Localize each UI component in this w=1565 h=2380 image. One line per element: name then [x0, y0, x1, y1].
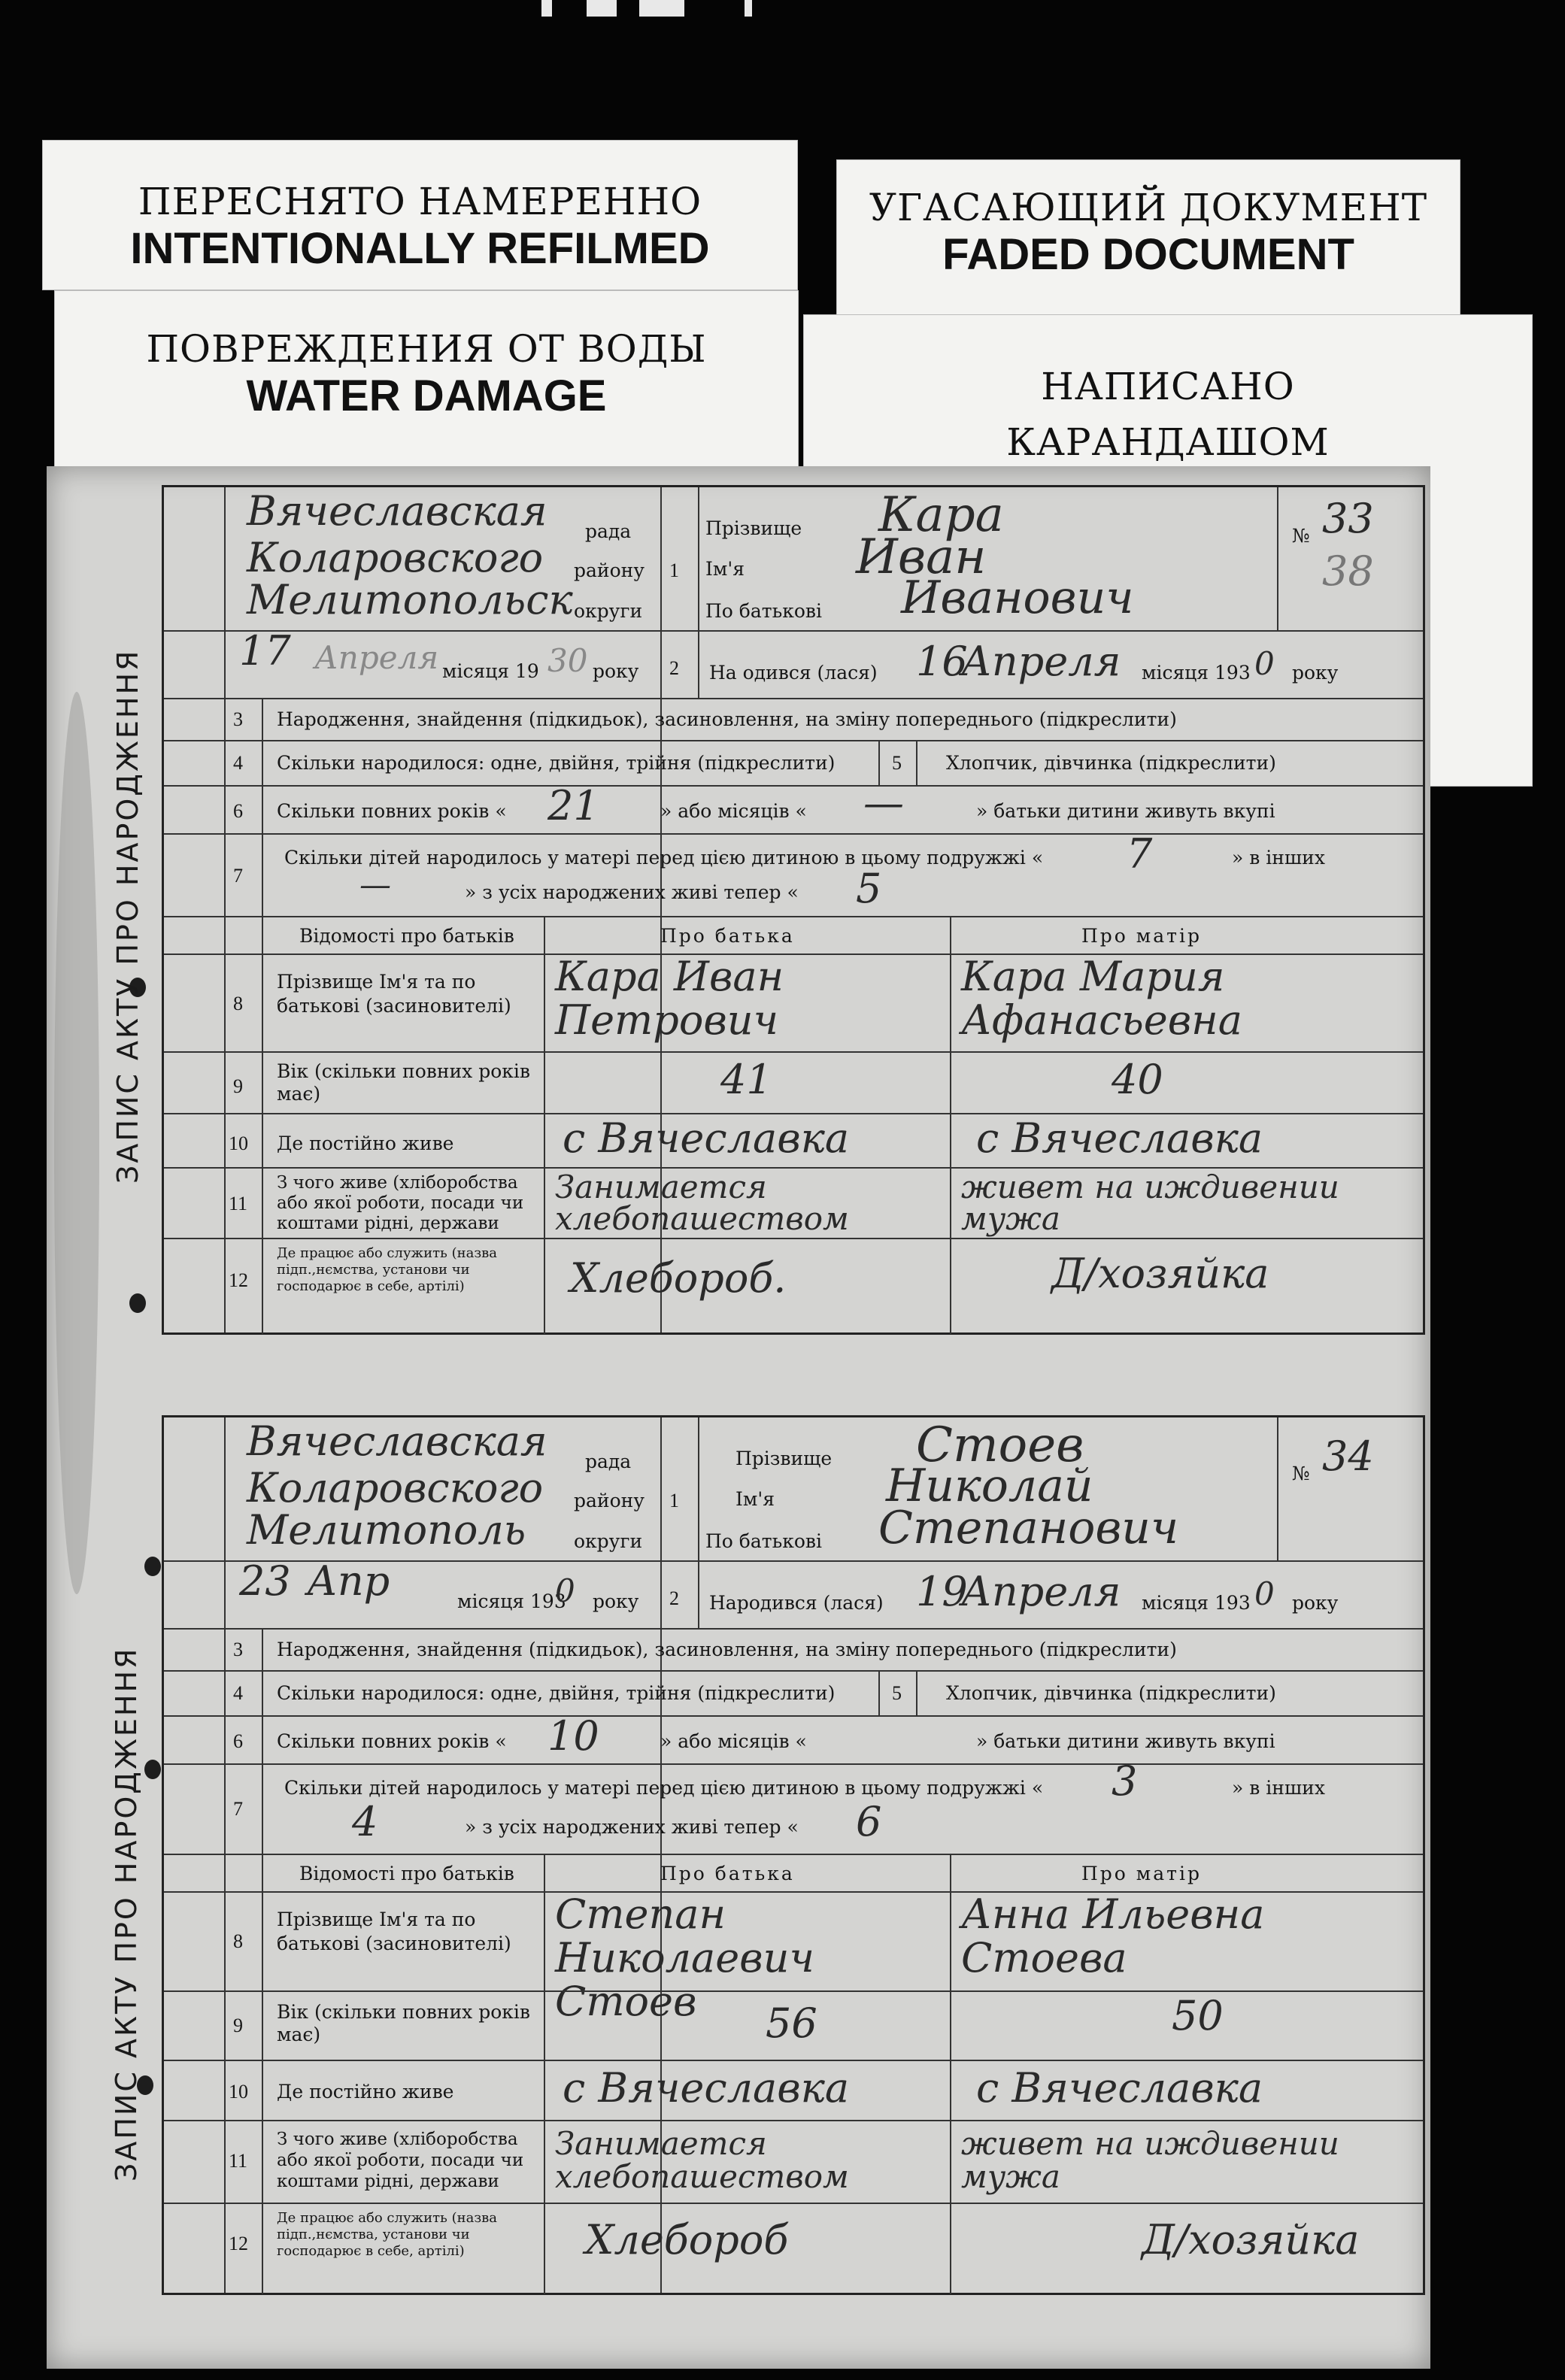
- record-1-surname: Кара: [878, 487, 1004, 543]
- row-11-label: З чого живе (хліборобства або якої роботи, посади чи коштами рідні, держави: [277, 1173, 524, 1233]
- born-label: Народився (лася): [709, 1592, 884, 1614]
- record-2-born-year: 0: [1254, 1575, 1275, 1612]
- row-7-b: » в інших: [1232, 847, 1325, 869]
- label-refilmed-en: INTENTIONALLY REFILMED: [130, 224, 710, 273]
- punch-hole: [144, 1760, 161, 1779]
- record-1-patronymic: Иванович: [901, 572, 1134, 624]
- row-7-c: » з усіх народжених живі тепер «: [465, 881, 799, 903]
- record-1-number-alt: 38: [1322, 547, 1374, 595]
- record-2-other: 4: [352, 1798, 378, 1845]
- row-12-label: Де працює або служить (назва підп.,нємства, установи чи господарює в себе, артілі): [277, 1245, 498, 1294]
- row-7-c: » з усіх народжених живі тепер «: [465, 1816, 799, 1838]
- patronymic-label: По батькові: [705, 1530, 822, 1552]
- record-2-number: 34: [1322, 1433, 1374, 1480]
- record-1-mother-name: Кара Мария Афанасьевна: [961, 953, 1242, 1044]
- record-1-father-age: 41: [720, 1056, 772, 1103]
- record-2-born-month: Апреля: [961, 1568, 1121, 1615]
- born-label: На одився (лася): [709, 662, 878, 684]
- record-1-months: —: [863, 779, 904, 826]
- mother-header: Про матір: [1081, 1863, 1202, 1884]
- record-1-born-year: 0: [1254, 645, 1275, 682]
- record-1-reg-year: 30: [547, 642, 588, 679]
- okrug-label: округи: [574, 600, 643, 622]
- surname-label: Прізвище: [735, 1448, 833, 1469]
- record-1-father-income: Занимается хлебопашеством: [555, 1169, 849, 1237]
- record-1-born-day: 16: [916, 638, 968, 685]
- record-1-mother-age: 40: [1112, 1056, 1163, 1103]
- month-year-label: місяця 19: [442, 660, 539, 682]
- born-year-label: року: [1292, 1592, 1339, 1614]
- born-month-year-label: місяця 193: [1142, 662, 1251, 684]
- raion-label: району: [574, 1490, 645, 1511]
- month-year-label: місяця 193: [457, 1590, 566, 1612]
- row-7-a: Скільки дітей народилось у матері перед цією дитиною в цьому подружжі «: [284, 847, 1044, 869]
- parents-header: Відомості про батьків: [299, 925, 514, 947]
- record-1-side-title: ЗАПИС АКТУ ПРО НАРОДЖЕННЯ: [111, 648, 144, 1184]
- parents-header: Відомості про батьків: [299, 1863, 514, 1884]
- year-label: року: [593, 660, 639, 682]
- label-water-damage: [54, 290, 799, 478]
- record-1-father-name: Кара Иван Петрович: [555, 953, 784, 1044]
- raion-label: району: [574, 559, 645, 581]
- row-9-label: Вік (скільки повних років має): [277, 1060, 530, 1105]
- row-7-b: » в інших: [1232, 1777, 1325, 1799]
- record-2-name: Николай: [886, 1460, 1093, 1512]
- record-1-father-lives: с Вячеславка: [563, 1114, 850, 1162]
- record-1-years-together: 21: [547, 782, 599, 829]
- label-pencil-ru-2: КАРАНДАШОМ: [1006, 420, 1330, 464]
- record-2-children-before: 3: [1112, 1757, 1138, 1805]
- label-faded-en: FADED DOCUMENT: [942, 230, 1354, 279]
- record-2-side-title: ЗАПИС АКТУ ПРО НАРОДЖЕННЯ: [110, 1646, 143, 2181]
- row-11-label: З чого живе (хліборобства або якої роботи, посади чи коштами рідні, держави: [277, 2130, 524, 2191]
- record-1-name: Иван: [856, 529, 987, 585]
- record-1-okrug-value: Мелитопольск: [247, 576, 573, 623]
- row-10-label: Де постійно живе: [277, 1132, 454, 1154]
- record-2-reg-day: 23: [239, 1557, 291, 1605]
- row-4-text: Скільки народилося: одне, двійня, трійня (підкреслити): [277, 752, 836, 774]
- record-2-mother-age: 50: [1172, 1992, 1224, 2039]
- row-6-b: » або місяців «: [660, 800, 807, 822]
- record-1-rada-value: Вячеславская: [247, 487, 547, 535]
- record-1-born-month: Апреля: [961, 638, 1121, 685]
- punch-hole: [144, 1557, 161, 1576]
- record-2-patronymic: Степанович: [878, 1502, 1179, 1554]
- row-6-b: » або місяців «: [660, 1730, 807, 1752]
- record-1-other: —: [359, 866, 391, 903]
- row-9-label: Вік (скільки повних років має): [277, 2001, 530, 2045]
- record-2-raion-value: Коларовского: [247, 1464, 544, 1511]
- row-3-text: Народження, знайдення (підкидьок), засиновлення, на зміну попереднього (підкреслити): [277, 1639, 1177, 1660]
- row-3-text: Народження, знайдення (підкидьок), засиновлення, на зміну попереднього (підкреслити): [277, 708, 1177, 730]
- row-number: 1: [669, 559, 679, 581]
- row-5-text: Хлопчик, дівчинка (підкреслити): [946, 1682, 1276, 1704]
- punch-hole: [129, 1293, 146, 1313]
- birth-record-1: ЗАПИС АКТУ ПРО НАРОДЖЕННЯ Вячеславская рада Коларовского району Мелитопольск округи 1 Прізвище Кара Ім'я Иван По батькові Иванович № 33 38 17 Апреля місяця 19 30 року 2 На одився (лася) 16 Апреля місяця 193 0 року 3 Народження, знайдення (підкидьок), засиновлення, на зміну попереднього (підкреслити) 4 Скільки народилося: одне, двійня, трійня (підкреслити) 5 Хлопчик, дівчинка (підкреслити) 6 Скільки повних років « 21 » або місяців « — » батьки дитини живуть вкупі 7 Скільки дітей народилось у матері перед цією дитиною в цьому подружжі « 7 » в інших — » з усіх народжених живі тепер « 5 Відомості про батьків Про батька Про матір 8 Прізвище Ім'я та по батькові (засиновителі) Кара Иван Петрович Кара Мария Афанасьевна 9 Вік (скільки повних років має) 41 40 10 Де постійно живе с Вячеславка с Вячеславка 11 З чого живе (хліборобства або якої роботи, посади чи коштами рідні, держави Занимается хлебопашеством живет на иждивении мужа 12 Де працює або служить (назва підп.,нємства, установи чи господарює в себе, артілі) Хлебороб. Д/хозяйка: [162, 485, 1425, 1335]
- record-1-children-before: 7: [1127, 830, 1153, 878]
- patronymic-label: По батькові: [705, 600, 822, 622]
- record-2-father-income: Занимается хлебопашеством: [555, 2125, 849, 2195]
- born-month-year-label: місяця 193: [1142, 1592, 1251, 1614]
- father-header: Про батька: [660, 925, 795, 947]
- record-2-reg-year: 0: [555, 1572, 575, 1609]
- number-prefix: №: [1292, 1463, 1310, 1484]
- mother-header: Про матір: [1081, 925, 1202, 947]
- rada-label: рада: [585, 520, 632, 542]
- record-2-father-work: Хлебороб: [585, 2216, 789, 2263]
- name-label: Ім'я: [705, 558, 745, 580]
- record-1-mother-income: живет на иждивении мужа: [961, 1169, 1339, 1237]
- row-4-text: Скільки народилося: одне, двійня, трійня (підкреслити): [277, 1682, 836, 1704]
- record-1-reg-month: Апреля: [314, 639, 439, 676]
- record-1-mother-lives: с Вячеславка: [976, 1114, 1263, 1162]
- number-prefix: №: [1292, 525, 1310, 547]
- name-label: Ім'я: [735, 1488, 775, 1510]
- row-8-label: Прізвище Ім'я та по батькові (засиновителі): [277, 971, 511, 1017]
- label-faded-ru: УГАСАЮЩИЙ ДОКУМЕНТ: [869, 186, 1428, 229]
- row-12-label: Де працює або служить (назва підп.,нємства, установи чи господарює в себе, артілі): [277, 2210, 498, 2259]
- row-7-a: Скільки дітей народилось у матері перед цією дитиною в цьому подружжі «: [284, 1777, 1044, 1799]
- label-water-ru: ПОВРЕЖДЕНИЯ ОТ ВОДЫ: [146, 327, 707, 371]
- record-2-rada-value: Вячеславская: [247, 1417, 547, 1465]
- record-2-father-name: Степан Николаевич Стоев: [555, 1890, 814, 2025]
- row-10-label: Де постійно живе: [277, 2081, 454, 2103]
- record-1-father-work: Хлебороб.: [570, 1254, 787, 1302]
- record-2-reg-month: Апр: [307, 1557, 390, 1605]
- record-1-alive: 5: [856, 865, 882, 912]
- surname-label: Прізвище: [705, 517, 802, 539]
- born-year-label: року: [1292, 662, 1339, 684]
- record-1-number: 33: [1322, 495, 1374, 542]
- rada-label: рада: [585, 1451, 632, 1472]
- label-intentionally-refilmed: [42, 140, 798, 290]
- film-top-marks: [541, 0, 767, 23]
- label-pencil-ru-1: НАПИСАНО: [1041, 365, 1295, 408]
- record-2-years-together: 10: [547, 1712, 599, 1760]
- birth-record-2: ЗАПИС АКТУ ПРО НАРОДЖЕННЯ Вячеславская рада Коларовского району Мелитополь округи 1 Прізвище Стоев Ім'я Николай По батькові Степанович № 34 23 Апр місяця 193 0 року 2 Народився (лася) 19 Апреля місяця 193 0 року 3 Народження, знайдення (підкидьок), засиновлення, на зміну попереднього (підкреслити) 4 Скільки народилося: одне, двійня, трійня (підкреслити) 5 Хлопчик, дівчинка (підкреслити) 6 Скільки повних років « 10 » або місяців « » батьки дитини живуть вкупі 7 Скільки дітей народилось у матері перед цією дитиною в цьому подружжі « 3 » в інших 4 » з усіх народжених живі тепер « 6 Відомості про батьків Про батька Про матір 8 Прізвище Ім'я та по батькові (засиновителі) Степан Николаевич Стоев Анна Ильевна Стоева 9 Вік (скільки повних років має) 56 50 10 Де постійно живе с Вячеславка с Вячеславка 11 З чого живе (хліборобства або якої роботи, посади чи коштами рідні, держави Занимается хлебопашеством живет на иждивении мужа 12 Де працює або служить (назва підп.,нємства, установи чи господарює в себе, артілі) Хлебороб Д/хозяйка: [162, 1415, 1425, 2295]
- record-2-mother-name: Анна Ильевна Стоева: [961, 1890, 1265, 1981]
- label-refilmed-ru: ПЕРЕСНЯТО НАМЕРЕННО: [138, 180, 702, 223]
- row-6-c: » батьки дитини живуть вкупі: [976, 800, 1275, 822]
- label-faded-document: [836, 159, 1460, 335]
- record-2-mother-income: живет на иждивении мужа: [961, 2125, 1339, 2195]
- row-6-c: » батьки дитини живуть вкупі: [976, 1730, 1275, 1752]
- okrug-label: округи: [574, 1530, 643, 1552]
- record-2-surname: Стоев: [916, 1417, 1084, 1473]
- row-6-a: Скільки повних років «: [277, 800, 507, 822]
- label-water-en: WATER DAMAGE: [246, 371, 607, 420]
- row-5-text: Хлопчик, дівчинка (підкреслити): [946, 752, 1276, 774]
- record-2-father-age: 56: [766, 2000, 817, 2047]
- record-2-okrug-value: Мелитополь: [247, 1506, 526, 1554]
- father-header: Про батька: [660, 1863, 795, 1884]
- record-2-alive: 6: [856, 1798, 882, 1845]
- row-8-label: Прізвище Ім'я та по батькові (засиновителі): [277, 1909, 511, 1954]
- record-2-born-day: 19: [916, 1568, 968, 1615]
- record-1-mother-work: Д/хозяйка: [1051, 1250, 1269, 1297]
- record-2-mother-lives: с Вячеславка: [976, 2064, 1263, 2112]
- record-2-father-lives: с Вячеславка: [563, 2064, 850, 2112]
- row-6-a: Скільки повних років «: [277, 1730, 507, 1752]
- record-1-reg-day: 17: [239, 627, 291, 675]
- year-label: року: [593, 1590, 639, 1612]
- record-1-raion-value: Коларовского: [247, 534, 544, 581]
- record-2-mother-work: Д/хозяйка: [1142, 2216, 1360, 2263]
